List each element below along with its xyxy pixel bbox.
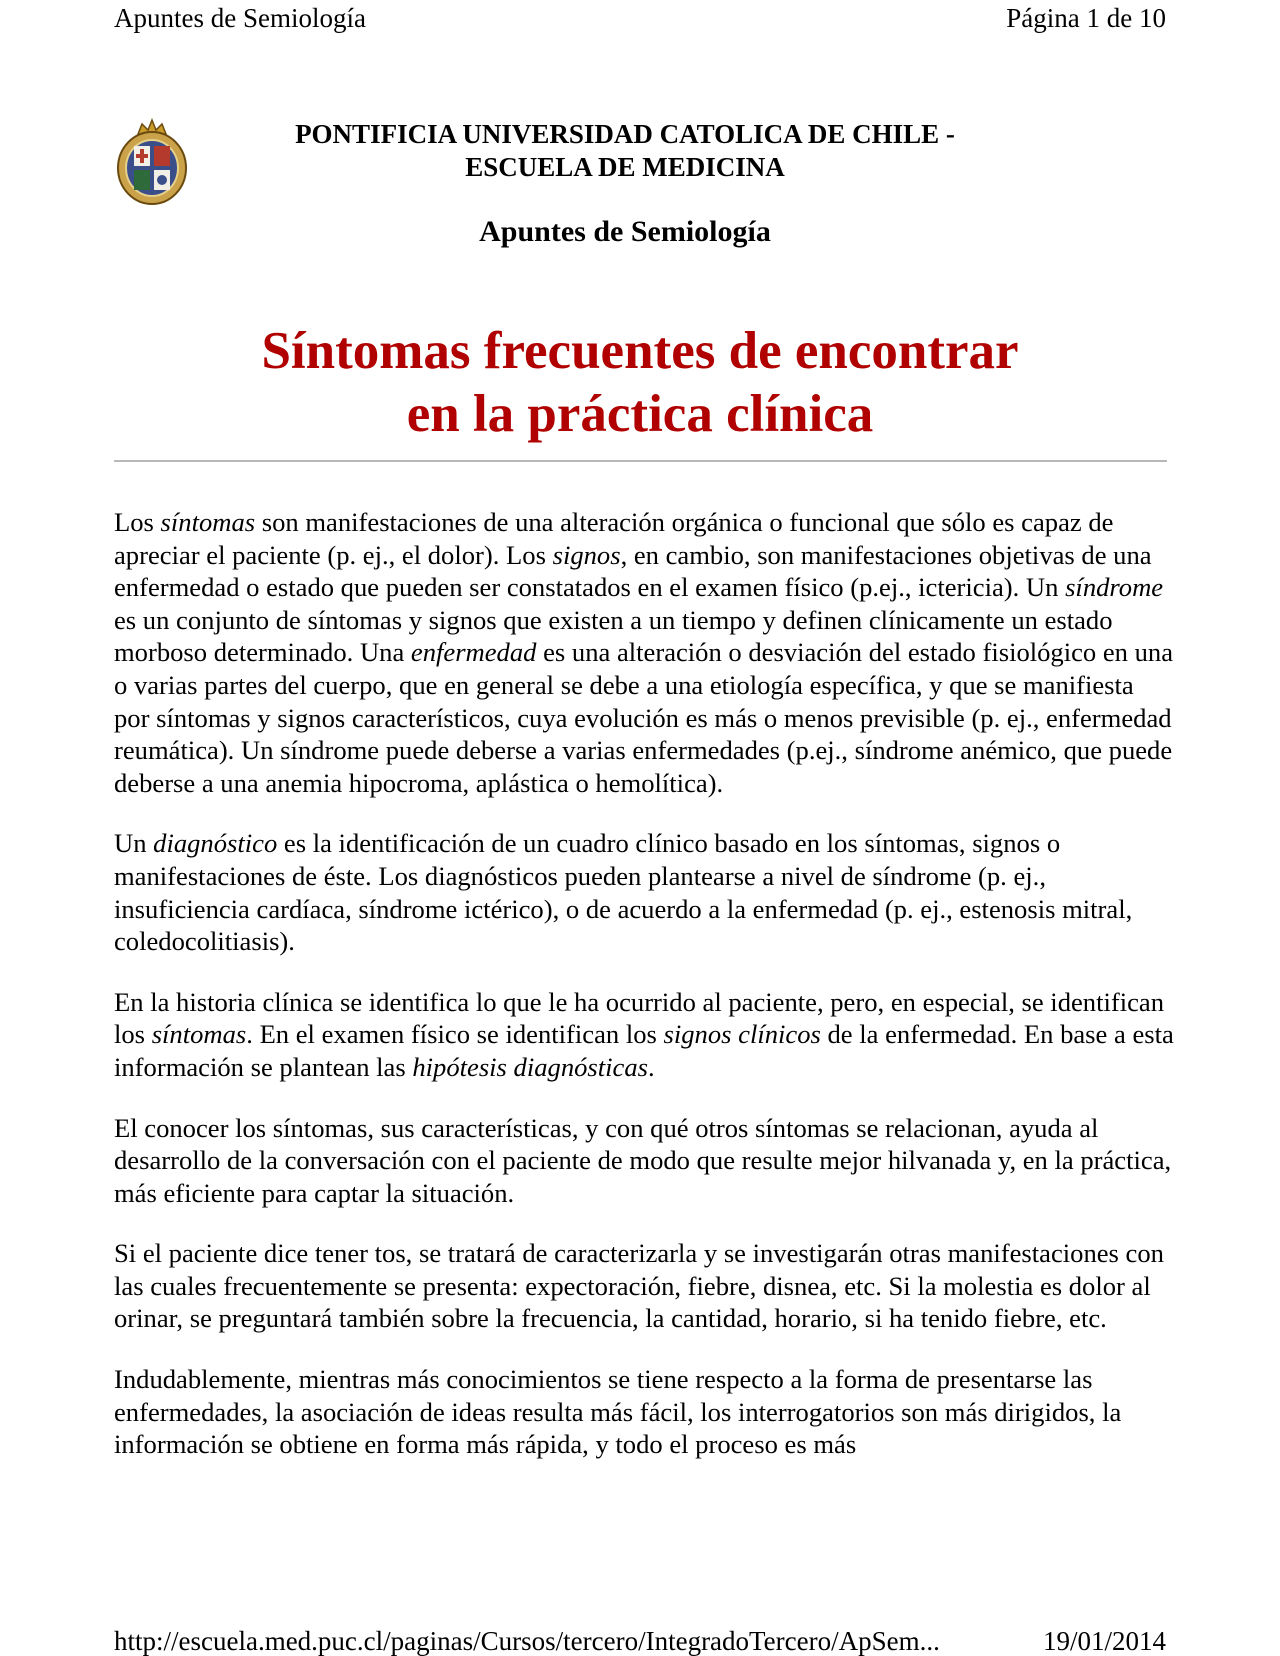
page-title-line-2: en la práctica clínica [406, 385, 874, 443]
footer-date: 19/01/2014 [1042, 1626, 1166, 1656]
paragraph-conocimientos: Indudablemente, mientras más conocimientos se tiene respecto a la forma de presentarse las enfermedades, la asociación de ideas resulta más fácil, los interrogatorios son más dirigidos, la información se obtiene en forma más rápida, y todo el proceso es más [114, 1364, 1122, 1460]
header-doc-title: Apuntes de Semiología [114, 3, 366, 33]
institution-line-2: ESCUELA DE MEDICINA [465, 152, 785, 182]
paragraph-diagnostico: Un diagnóstico es la identificación de un cuadro clínico basado en los síntomas, signos o manifestaciones de éste. Los diagnósticos pueden plantearse a nivel de síndrome (p. ej., insuficiencia cardíaca, síndrome ictérico), o de acuerdo a la enfermedad (p. ej., estenosis mitral, coledocolitiasis). [114, 828, 1133, 957]
paragraph-ejemplo-tos: Si el paciente dice tener tos, se tratará de caracterizarla y se investigarán otras manifestaciones con las cuales frecuentemente se presenta: expectoración, fiebre, disnea, etc. Si la molestia es dolor al orinar, se preguntará también sobre la frecuencia, la cantidad, horario, si ha tenido fiebre, etc. [114, 1238, 1164, 1334]
page-title-line-1: Síntomas frecuentes de encontrar [261, 322, 1019, 380]
title-divider [114, 460, 1167, 462]
header-page-number: Página 1 de 10 [1006, 3, 1166, 33]
paragraph-definitions: Los síntomas son manifestaciones de una alteración orgánica o funcional que sólo es capaz de apreciar el paciente (p. ej., el dolor). Los signos, en cambio, son manifestaciones objetivas de una enfermedad o estado que pueden ser constatados en el examen físico (p.ej., ictericia). Un síndrome es un conjunto de síntomas y signos que existen a un tiempo y definen clínicamente un estado morboso determinado. Una enfermedad es una alteración o desviación del estado fisiológico en una o varias partes del cuerpo, que en general se debe a una etiología específica, y que se manifiesta por síntomas y signos característicos, cuya evolución es más o menos previsible (p. ej., enfermedad reumática). Un síndrome puede deberse a varias enfermedades (p.ej., síndrome anémico, que puede deberse a una anemia hipocroma, aplástica o hemolítica). [114, 507, 1174, 798]
page-footer [114, 1626, 1166, 1656]
page-title [114, 320, 1166, 446]
institution-heading [200, 118, 1050, 184]
institution-line-1: PONTIFICIA UNIVERSIDAD CATOLICA DE CHILE - [295, 119, 955, 149]
paragraph-conocer-sintomas: El conocer los síntomas, sus características, y con qué otros síntomas se relacionan, ayuda al desarrollo de la conversación con el paciente de modo que resulte mejor hilvanada y, en la práctica, más eficiente para captar la situación. [114, 1112, 1172, 1208]
article-body [114, 506, 1174, 1489]
running-header [114, 0, 1166, 36]
paragraph-historia-clinica: En la historia clínica se identifica lo que le ha ocurrido al paciente, pero, en especial, se identifican los síntomas. En el examen físico se identifican los signos clínicos de la enfermedad. En base a esta información se plantean las hipótesis diagnósticas. [114, 986, 1174, 1082]
document-subtitle: Apuntes de Semiología [479, 215, 771, 248]
university-crest-logo [114, 116, 190, 208]
footer-source-url: http://escuela.med.puc.cl/paginas/Cursos/tercero/IntegradoTercero/ApSem... [114, 1626, 940, 1656]
